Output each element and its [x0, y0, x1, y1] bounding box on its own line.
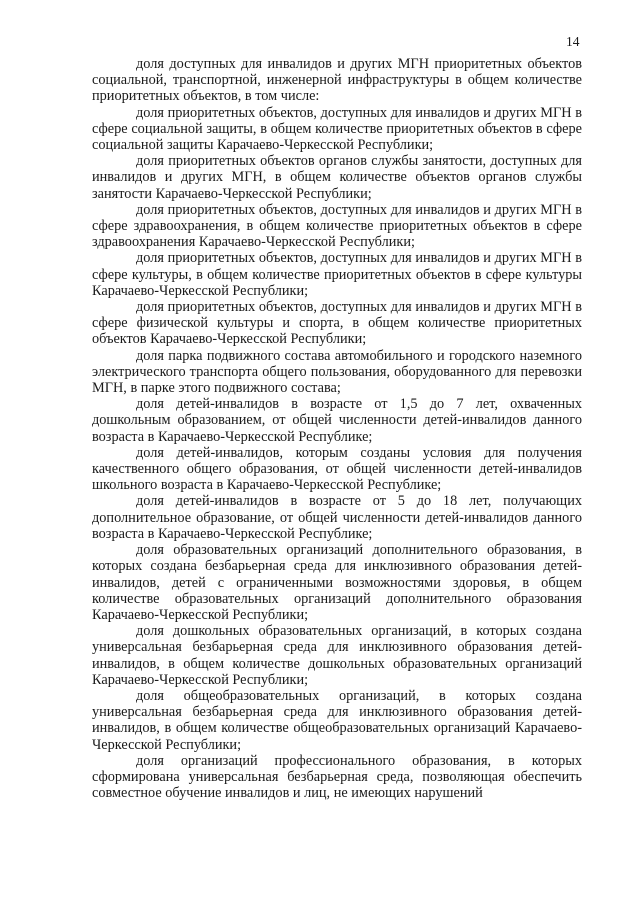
paragraph: доля приоритетных объектов, доступных для инвалидов и других МГН в сфере социальной защиты, в общем количестве приоритетных объектов в сфере социальной защиты Карачаево-Черкесской Республики;	[92, 104, 582, 154]
paragraph: доля приоритетных объектов органов службы занятости, доступных для инвалидов и других МГН, в общем количестве объектов органов службы занятости Карачаево-Черкесской Республики;	[92, 153, 582, 202]
paragraph: доля приоритетных объектов, доступных для инвалидов и других МГН в сфере культуры, в общем количестве приоритетных объектов в сфере культуры Карачаево-Черкесской Республики;	[92, 250, 582, 299]
paragraph: доля образовательных организаций дополнительного образования, в которых создана безбарьерная среда для инклюзивного образования детей-инвалидов, детей с ограниченными возможностями здоровья, в общем количестве образовательных организаций дополнительного образования Карачаево-Черкесской Республики;	[92, 542, 582, 623]
paragraph: доля дошкольных образовательных организаций, в которых создана универсальная безбарьерная среда для инклюзивного образования детей-инвалидов, в общем количестве дошкольных образовательных организаций Карачаево-Черкесской Республики;	[92, 623, 582, 688]
paragraph: доля детей-инвалидов, которым созданы условия для получения качественного общего образования, от общей численности детей-инвалидов школьного возраста в Карачаево-Черкесской Республике;	[92, 444, 582, 494]
paragraph: доля общеобразовательных организаций, в которых создана универсальная безбарьерная среда для инклюзивного образования детей-инвалидов, в общем количестве общеобразовательных организаций Карачаево-Черкесской Республики;	[92, 687, 582, 753]
paragraph: доля приоритетных объектов, доступных для инвалидов и других МГН в сфере здравоохранения, в общем количестве приоритетных объектов в сфере здравоохранения Карачаево-Черкесской Республики;	[92, 201, 582, 251]
paragraph: доля организаций профессионального образования, в которых сформирована универсальная безбарьерная среда, позволяющая обеспечить совместное обучение инвалидов и лиц, не имеющих нарушений	[92, 752, 582, 802]
paragraph: доля детей-инвалидов в возрасте от 1,5 до 7 лет, охваченных дошкольным образованием, от общей численности детей-инвалидов данного возраста в Карачаево-Черкесской Республике;	[92, 396, 582, 445]
page-number: 14	[566, 34, 580, 49]
paragraph: доля детей-инвалидов в возрасте от 5 до 18 лет, получающих дополнительное образование, от общей численности детей-инвалидов данного возраста в Карачаево-Черкесской Республике;	[92, 493, 582, 542]
paragraph: доля приоритетных объектов, доступных для инвалидов и других МГН в сфере физической культуры и спорта, в общем количестве приоритетных объектов Карачаево-Черкесской Республики;	[92, 299, 582, 348]
document-body	[92, 56, 582, 801]
paragraph: доля доступных для инвалидов и других МГН приоритетных объектов социальной, транспортной, инженерной инфраструктуры в общем количестве приоритетных объектов, в том числе:	[92, 56, 582, 105]
paragraph: доля парка подвижного состава автомобильного и городского наземного электрического транспорта общего пользования, оборудованного для перевозки МГН, в парке этого подвижного состава;	[92, 347, 582, 397]
